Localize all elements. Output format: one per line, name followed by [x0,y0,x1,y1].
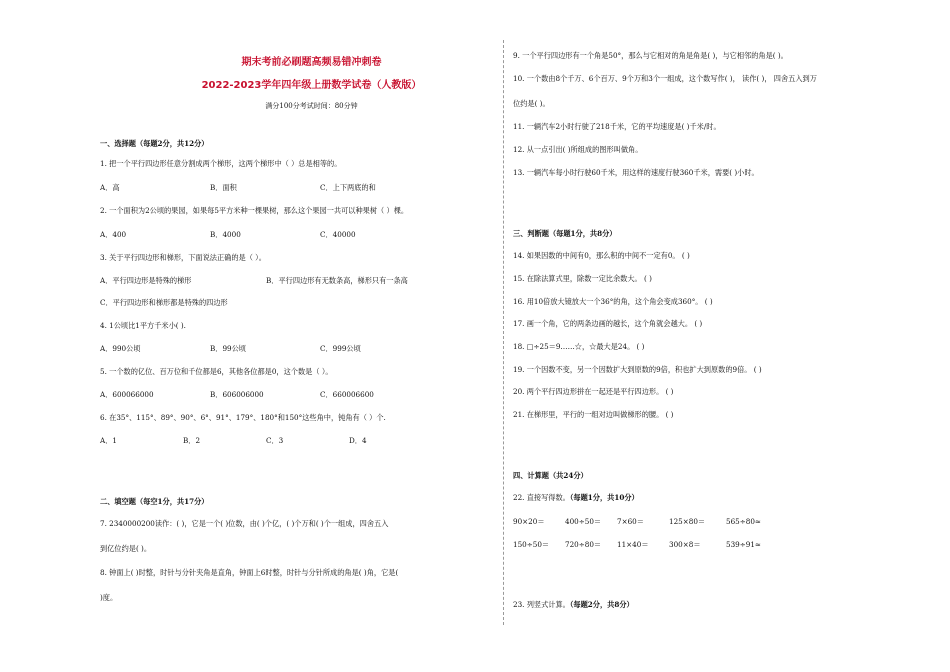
calc-item: 539÷91≈ [726,540,761,549]
question-5-options [100,391,374,400]
calc-item: 565÷80≈ [726,517,761,526]
option-b[interactable]: B．面积 [210,183,237,192]
question-3-options-row1 [100,277,408,286]
question-6: 6. 在35°、115°、89°、90°、6°、91°、179°、180°和150°这些角中，钝角有（ ）个. [100,413,386,422]
question-8-line2: )度。 [100,593,118,602]
option-c[interactable]: C．999公顷 [320,344,361,353]
option-c[interactable]: C．3 [266,436,284,445]
calc-item: 720÷80＝ [565,540,602,549]
question-1-options [100,184,376,193]
calc-item: 90×20＝ [513,517,545,526]
question-10-line2: 位约是( )。 [513,99,550,108]
question-8-line1: 8. 钟面上( )时整，时针与分针夹角是直角，钟面上6时整，时针与分针所成的角是( )角，它是( [100,568,399,577]
judge-item: 14. 如果因数的中间有0，那么积的中间不一定有0。 ( ) [513,251,690,260]
calc-item: 300×8＝ [669,540,701,549]
option-b[interactable]: B．606006000 [210,390,264,399]
option-a[interactable]: A．600066000 [100,390,154,399]
question-5: 5. 一个数的亿位、百万位和千位都是6，其他各位都是0，这个数是（ ）。 [100,367,333,376]
question-23-points: （每题2分，共8分） [569,600,634,609]
option-b[interactable]: B．2 [183,436,201,445]
section-calc-title: 四、计算题（共24分） [513,471,588,480]
question-7-line2: 到亿位约是( )。 [100,544,152,553]
calc-item: 125×80＝ [669,517,706,526]
question-12: 12. 从一点引出( )所组成的图形叫做角。 [513,145,643,154]
judge-item: 19. 一个因数不变，另一个因数扩大到原数的9倍，积也扩大到原数的9倍。 ( ) [513,365,762,374]
section-judge-title: 三、判断题（每题1分，共8分） [513,229,617,238]
question-1: 1. 把一个平行四边形任意分割成两个梯形，这两个梯形中（ ）总是相等的。 [100,159,342,168]
calc-row-2 [513,541,761,550]
option-b[interactable]: B．99公顷 [210,344,246,353]
question-3: 3. 关于平行四边形和梯形，下面说法正确的是（ ）。 [100,253,266,262]
option-a[interactable]: A．990公顷 [100,344,141,353]
option-c[interactable]: C．平行四边形和梯形都是特殊的四边形 [100,298,228,307]
judge-item: 15. 在除法算式里，除数一定比余数大。 ( ) [513,274,652,283]
calc-item: 150÷50＝ [513,540,550,549]
option-d[interactable]: D．4 [349,436,367,445]
option-c[interactable]: C．660006600 [320,390,374,399]
exam-meta: 满分100分考试时间：80分钟 [265,102,358,110]
option-b[interactable]: B．4000 [210,230,241,239]
calc-row-1 [513,518,761,527]
question-11: 11. 一辆汽车2小时行驶了218千米，它的平均速度是( )千米/时。 [513,122,721,131]
question-13: 13. 一辆汽车每小时行驶60千米，用这样的速度行驶360千米，需要( )小时。 [513,168,759,177]
option-c[interactable]: C．上下两底的和 [320,183,376,192]
calc-item: 400÷50＝ [565,517,602,526]
question-22 [513,494,639,503]
question-4: 4. 1公顷比1平方千米小( ). [100,321,186,330]
question-22-label: 22. 直接写得数。 [513,493,570,502]
question-2: 2. 一个面积为2公顷的果园，如果每5平方米种一棵果树，那么这个果园一共可以种果树（ ）棵。 [100,206,409,215]
option-a[interactable]: A．高 [100,183,120,192]
question-2-options [100,231,356,240]
question-4-options [100,345,361,354]
option-c[interactable]: C．40000 [320,230,356,239]
right-column [505,0,950,672]
option-b[interactable]: B．平行四边形有无数条高，梯形只有一条高 [266,276,408,285]
exam-subtitle-title: 2022-2023学年四年级上册数学试卷（人教版） [201,80,422,91]
option-a[interactable]: A．400 [100,230,127,239]
question-23-label: 23. 列竖式计算。 [513,600,570,609]
question-22-points: （每题1分，共10分） [569,493,639,502]
option-a[interactable]: A．1 [100,436,117,445]
question-9: 9. 一个平行四边形有一个角是50°，那么与它相对的角是角是( )，与它相邻的角是( )。 [513,51,788,60]
option-a[interactable]: A．平行四边形是特殊的梯形 [100,276,192,285]
question-6-options [100,437,367,446]
judge-item: 18. □÷25＝9……☆，☆最大是24。 ( ) [513,342,645,351]
judge-item: 21. 在梯形里，平行的一组对边叫做梯形的腰。 ( ) [513,410,674,419]
question-10-line1: 10. 一个数由8个千万、6个百万、9个万和3个一组成，这个数写作( )， 读作( )， 四舍五入到万 [513,74,817,83]
section-choice-title: 一、选择题（每题2分，共12分） [100,139,209,148]
question-23 [513,601,634,610]
question-7-line1: 7. 2340000200读作：( )，它是一个( )位数，由( )个亿，( )个万和( )个一组成，四舍五入 [100,519,389,528]
calc-item: 7×60＝ [617,517,644,526]
judge-item: 20. 两个平行四边形拼在一起还是平行四边形。 ( ) [513,387,674,396]
judge-item: 16. 用10倍放大镜放大一个36°的角，这个角会变成360°。 ( ) [513,297,713,306]
calc-item: 11×40＝ [617,540,649,549]
judge-item: 17. 画一个角，它的两条边画的越长，这个角就会越大。 ( ) [513,319,703,328]
exam-title: 期末考前必刷题高频易错冲刺卷 [241,57,382,68]
section-fill-title: 二、填空题（每空1分，共17分） [100,497,209,506]
